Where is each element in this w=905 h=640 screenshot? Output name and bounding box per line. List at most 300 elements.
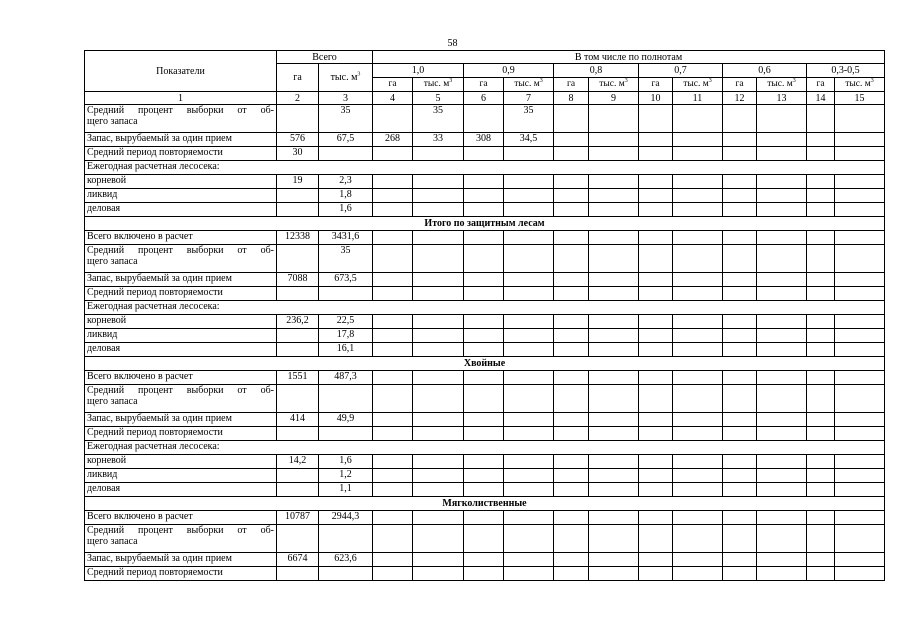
table-cell xyxy=(807,455,835,469)
table-cell: 1551 xyxy=(277,371,319,385)
table-cell xyxy=(757,147,807,161)
table-cell xyxy=(464,567,504,581)
table-cell: 673,5 xyxy=(319,273,373,287)
table-cell: 623,6 xyxy=(319,553,373,567)
table-cell xyxy=(373,483,413,497)
table-cell: 1,2 xyxy=(319,469,373,483)
header-density: 0,7 xyxy=(639,64,723,78)
table-cell xyxy=(835,511,885,525)
row-label: Средний период повторяемости xyxy=(85,567,277,581)
table-cell xyxy=(464,371,504,385)
table-cell xyxy=(554,567,589,581)
table-cell xyxy=(835,385,885,413)
table-cell xyxy=(639,553,673,567)
table-cell xyxy=(723,469,757,483)
table-row xyxy=(85,301,885,315)
table-cell xyxy=(589,287,639,301)
table-cell xyxy=(723,245,757,273)
table-cell xyxy=(504,483,554,497)
table-cell xyxy=(554,231,589,245)
row-label: Ежегодная расчетная лесосека: xyxy=(85,161,885,175)
table-cell xyxy=(639,455,673,469)
table-cell xyxy=(807,483,835,497)
column-number: 6 xyxy=(464,92,504,105)
table-cell xyxy=(589,371,639,385)
table-cell: 576 xyxy=(277,133,319,147)
table-cell xyxy=(413,511,464,525)
table-cell xyxy=(723,413,757,427)
table-cell xyxy=(723,203,757,217)
table-cell xyxy=(757,287,807,301)
table-cell xyxy=(277,329,319,343)
table-cell xyxy=(589,203,639,217)
row-label: Ежегодная расчетная лесосека: xyxy=(85,441,885,455)
table-row xyxy=(85,231,885,245)
table-cell xyxy=(757,567,807,581)
unit-exponent: 3 xyxy=(708,78,712,85)
row-label: Запас, вырубаемый за один прием xyxy=(85,273,277,287)
table-cell xyxy=(464,455,504,469)
column-numbers-row xyxy=(85,92,885,105)
table-cell xyxy=(673,511,723,525)
unit-label: тыс. м xyxy=(514,79,540,90)
table-cell xyxy=(464,245,504,273)
table-cell xyxy=(504,315,554,329)
table-cell xyxy=(504,203,554,217)
table-cell xyxy=(277,469,319,483)
table-cell xyxy=(835,413,885,427)
row-label: деловая xyxy=(85,343,277,357)
table-cell xyxy=(673,553,723,567)
table-cell: 1,6 xyxy=(319,455,373,469)
unit-exponent: 3 xyxy=(870,78,874,85)
table-cell xyxy=(319,525,373,553)
table-cell xyxy=(504,567,554,581)
table-cell xyxy=(757,273,807,287)
table-cell xyxy=(757,133,807,147)
table-cell: 49,9 xyxy=(319,413,373,427)
table-row xyxy=(85,413,885,427)
row-label xyxy=(85,105,277,133)
table-cell xyxy=(373,203,413,217)
table-cell xyxy=(413,567,464,581)
table-row xyxy=(85,273,885,287)
table-cell xyxy=(277,105,319,133)
table-cell: 35 xyxy=(319,105,373,133)
table-cell xyxy=(554,385,589,413)
table-cell xyxy=(413,553,464,567)
table-cell xyxy=(504,469,554,483)
table-cell xyxy=(464,385,504,413)
table-cell xyxy=(807,105,835,133)
table-cell xyxy=(673,287,723,301)
table-cell xyxy=(504,245,554,273)
section-header-row xyxy=(85,497,885,511)
table-cell xyxy=(723,315,757,329)
table-cell xyxy=(639,315,673,329)
row-label xyxy=(85,385,277,413)
table-cell xyxy=(807,273,835,287)
table-cell xyxy=(639,287,673,301)
table-cell xyxy=(554,455,589,469)
table-row xyxy=(85,203,885,217)
unit-label: тыс. м xyxy=(767,79,793,90)
table-cell xyxy=(373,175,413,189)
table-cell xyxy=(504,147,554,161)
table-cell xyxy=(413,413,464,427)
table-cell xyxy=(639,203,673,217)
table-cell xyxy=(464,343,504,357)
table-cell xyxy=(554,147,589,161)
table-cell: 35 xyxy=(319,245,373,273)
table-row xyxy=(85,483,885,497)
unit-exponent: 3 xyxy=(449,78,453,85)
table-cell xyxy=(835,553,885,567)
row-label: Средний период повторяемости xyxy=(85,147,277,161)
table-row xyxy=(85,245,885,273)
table-cell: 236,2 xyxy=(277,315,319,329)
table-cell xyxy=(277,343,319,357)
row-label: Запас, вырубаемый за один прием xyxy=(85,553,277,567)
table-cell xyxy=(277,567,319,581)
table-cell xyxy=(723,427,757,441)
table-cell xyxy=(807,413,835,427)
header-unit-volume xyxy=(504,78,554,92)
table-cell: 2944,3 xyxy=(319,511,373,525)
table-cell xyxy=(757,189,807,203)
table-cell xyxy=(723,483,757,497)
row-label-line: Средний процент выборки от об- xyxy=(87,525,274,536)
table-cell xyxy=(554,203,589,217)
column-number: 13 xyxy=(757,92,807,105)
table-cell xyxy=(504,525,554,553)
table-cell xyxy=(589,231,639,245)
section-title: Хвойные xyxy=(85,357,885,371)
table-cell xyxy=(835,455,885,469)
row-label: ликвид xyxy=(85,469,277,483)
table-cell xyxy=(639,175,673,189)
column-number: 10 xyxy=(639,92,673,105)
table-cell xyxy=(589,385,639,413)
table-cell xyxy=(589,427,639,441)
header-unit-ha: га xyxy=(723,78,757,92)
table-cell xyxy=(554,525,589,553)
table-cell xyxy=(554,483,589,497)
table-cell xyxy=(639,105,673,133)
table-cell: 308 xyxy=(464,133,504,147)
table-cell xyxy=(807,525,835,553)
table-cell xyxy=(373,245,413,273)
row-label: корневой xyxy=(85,455,277,469)
row-label: ликвид xyxy=(85,329,277,343)
table-cell xyxy=(464,203,504,217)
table-cell xyxy=(319,567,373,581)
table-cell xyxy=(835,273,885,287)
row-label: Средний период повторяемости xyxy=(85,427,277,441)
table-cell xyxy=(589,329,639,343)
table-cell xyxy=(757,553,807,567)
table-cell xyxy=(835,189,885,203)
header-density: 0,6 xyxy=(723,64,807,78)
table-cell xyxy=(757,525,807,553)
table-cell xyxy=(413,525,464,553)
table-cell xyxy=(673,427,723,441)
table-cell xyxy=(277,203,319,217)
unit-label: тыс. м xyxy=(683,79,709,90)
table-cell xyxy=(807,231,835,245)
table-cell xyxy=(673,371,723,385)
table-cell: 67,5 xyxy=(319,133,373,147)
table-cell: 35 xyxy=(413,105,464,133)
column-number: 15 xyxy=(835,92,885,105)
table-cell xyxy=(373,105,413,133)
table-cell xyxy=(673,343,723,357)
table-cell xyxy=(673,231,723,245)
table-row xyxy=(85,287,885,301)
table-cell xyxy=(413,273,464,287)
table-cell xyxy=(589,105,639,133)
header-unit-ha: га xyxy=(373,78,413,92)
table-cell xyxy=(554,427,589,441)
header-unit-ha: га xyxy=(464,78,504,92)
table-cell xyxy=(723,525,757,553)
table-cell xyxy=(554,413,589,427)
table-cell xyxy=(554,287,589,301)
row-label-line: щего запаса xyxy=(87,116,138,127)
table-cell xyxy=(373,231,413,245)
table-cell xyxy=(413,483,464,497)
row-label: Всего включено в расчет xyxy=(85,231,277,245)
table-cell xyxy=(504,343,554,357)
table-cell xyxy=(464,175,504,189)
column-number: 11 xyxy=(673,92,723,105)
table-cell xyxy=(373,413,413,427)
table-cell xyxy=(807,511,835,525)
table-cell xyxy=(835,567,885,581)
header-total-ha: га xyxy=(277,64,319,92)
table-row xyxy=(85,175,885,189)
row-label: деловая xyxy=(85,203,277,217)
table-cell: 487,3 xyxy=(319,371,373,385)
table-cell xyxy=(554,371,589,385)
table-cell xyxy=(464,483,504,497)
table-cell xyxy=(277,483,319,497)
table-cell xyxy=(639,427,673,441)
table-cell xyxy=(723,329,757,343)
table-cell xyxy=(589,455,639,469)
table-cell xyxy=(413,427,464,441)
row-label-line: Средний процент выборки от об- xyxy=(87,385,274,396)
header-total: Всего xyxy=(277,51,373,64)
table-cell xyxy=(639,273,673,287)
table-cell xyxy=(413,469,464,483)
table-row xyxy=(85,105,885,133)
table-cell xyxy=(673,133,723,147)
table-cell xyxy=(373,525,413,553)
header-unit-volume xyxy=(673,78,723,92)
table-cell xyxy=(413,189,464,203)
table-row xyxy=(85,315,885,329)
table-cell xyxy=(589,413,639,427)
table-cell xyxy=(723,287,757,301)
table-cell xyxy=(554,245,589,273)
table-cell xyxy=(554,469,589,483)
row-label: Всего включено в расчет xyxy=(85,371,277,385)
table-cell xyxy=(723,133,757,147)
table-cell: 7088 xyxy=(277,273,319,287)
table-cell xyxy=(673,469,723,483)
table-cell xyxy=(807,469,835,483)
table-cell xyxy=(504,287,554,301)
column-number: 4 xyxy=(373,92,413,105)
unit-exponent: 3 xyxy=(624,78,628,85)
table-cell xyxy=(413,315,464,329)
table-cell xyxy=(504,189,554,203)
table-cell xyxy=(589,175,639,189)
table-cell xyxy=(757,483,807,497)
row-label: Запас, вырубаемый за один прием xyxy=(85,133,277,147)
table-cell xyxy=(835,329,885,343)
table-cell: 6674 xyxy=(277,553,319,567)
table-cell xyxy=(589,147,639,161)
table-cell xyxy=(835,245,885,273)
row-label: корневой xyxy=(85,315,277,329)
table-cell xyxy=(464,469,504,483)
table-cell xyxy=(504,371,554,385)
table-cell xyxy=(639,329,673,343)
table-cell xyxy=(673,567,723,581)
table-cell xyxy=(807,329,835,343)
table-cell xyxy=(413,231,464,245)
table-cell xyxy=(504,231,554,245)
column-number: 14 xyxy=(807,92,835,105)
table-cell xyxy=(373,511,413,525)
table-cell xyxy=(807,133,835,147)
column-number: 2 xyxy=(277,92,319,105)
table-row xyxy=(85,455,885,469)
table-cell xyxy=(589,343,639,357)
section-title: Итого по защитным лесам xyxy=(85,217,885,231)
table-cell xyxy=(277,287,319,301)
table-cell: 1,1 xyxy=(319,483,373,497)
table-cell xyxy=(373,273,413,287)
table-cell xyxy=(373,147,413,161)
table-cell xyxy=(835,147,885,161)
table-cell xyxy=(673,315,723,329)
unit-label: тыс. м xyxy=(845,79,871,90)
table-cell xyxy=(807,371,835,385)
table-cell xyxy=(373,343,413,357)
table-cell xyxy=(589,315,639,329)
table-cell xyxy=(835,315,885,329)
forest-cutting-table xyxy=(84,50,885,581)
table-cell xyxy=(319,287,373,301)
table-cell xyxy=(373,567,413,581)
table-cell: 33 xyxy=(413,133,464,147)
table-cell xyxy=(757,469,807,483)
table-cell xyxy=(639,371,673,385)
row-label-line: Средний процент выборки от об- xyxy=(87,105,274,116)
table-cell xyxy=(723,175,757,189)
table-cell: 10787 xyxy=(277,511,319,525)
table-cell xyxy=(835,175,885,189)
table-cell xyxy=(757,413,807,427)
table-cell xyxy=(757,245,807,273)
table-cell xyxy=(464,287,504,301)
table-cell xyxy=(589,567,639,581)
table-cell xyxy=(639,189,673,203)
unit-label: тыс. м xyxy=(330,72,358,83)
column-number: 12 xyxy=(723,92,757,105)
table-row xyxy=(85,161,885,175)
table-row xyxy=(85,427,885,441)
section-header-row xyxy=(85,217,885,231)
table-cell xyxy=(504,175,554,189)
table-cell xyxy=(554,343,589,357)
column-number: 1 xyxy=(85,92,277,105)
header-total-volume xyxy=(319,64,373,92)
table-cell xyxy=(807,245,835,273)
table-cell xyxy=(673,203,723,217)
table-cell xyxy=(319,147,373,161)
table-cell xyxy=(757,371,807,385)
table-cell xyxy=(673,525,723,553)
table-cell xyxy=(589,511,639,525)
table-cell xyxy=(639,483,673,497)
table-cell xyxy=(639,567,673,581)
table-cell xyxy=(277,245,319,273)
table-cell xyxy=(757,203,807,217)
table-row xyxy=(85,147,885,161)
header-unit-volume xyxy=(589,78,639,92)
row-label: Ежегодная расчетная лесосека: xyxy=(85,301,885,315)
table-cell xyxy=(757,455,807,469)
row-label-line: щего запаса xyxy=(87,256,138,267)
header-density: 1,0 xyxy=(373,64,464,78)
table-cell: 268 xyxy=(373,133,413,147)
table-cell xyxy=(673,189,723,203)
table-row xyxy=(85,525,885,553)
column-number: 3 xyxy=(319,92,373,105)
table-cell xyxy=(589,133,639,147)
table-row xyxy=(85,133,885,147)
table-cell xyxy=(413,385,464,413)
row-label: корневой xyxy=(85,175,277,189)
table-cell xyxy=(835,203,885,217)
table-cell xyxy=(639,385,673,413)
table-cell xyxy=(835,483,885,497)
table-cell xyxy=(413,455,464,469)
unit-exponent: 3 xyxy=(539,78,543,85)
table-cell xyxy=(673,273,723,287)
row-label: ликвид xyxy=(85,189,277,203)
table-cell xyxy=(554,315,589,329)
table-cell xyxy=(589,245,639,273)
table-cell xyxy=(464,315,504,329)
table-row xyxy=(85,385,885,413)
table-cell xyxy=(504,553,554,567)
header-density: 0,9 xyxy=(464,64,554,78)
table-cell xyxy=(504,427,554,441)
table-cell xyxy=(673,455,723,469)
table-cell xyxy=(589,189,639,203)
table-cell xyxy=(589,469,639,483)
table-cell xyxy=(807,385,835,413)
table-cell xyxy=(504,455,554,469)
table-row xyxy=(85,469,885,483)
table-cell xyxy=(277,525,319,553)
table-cell xyxy=(673,329,723,343)
